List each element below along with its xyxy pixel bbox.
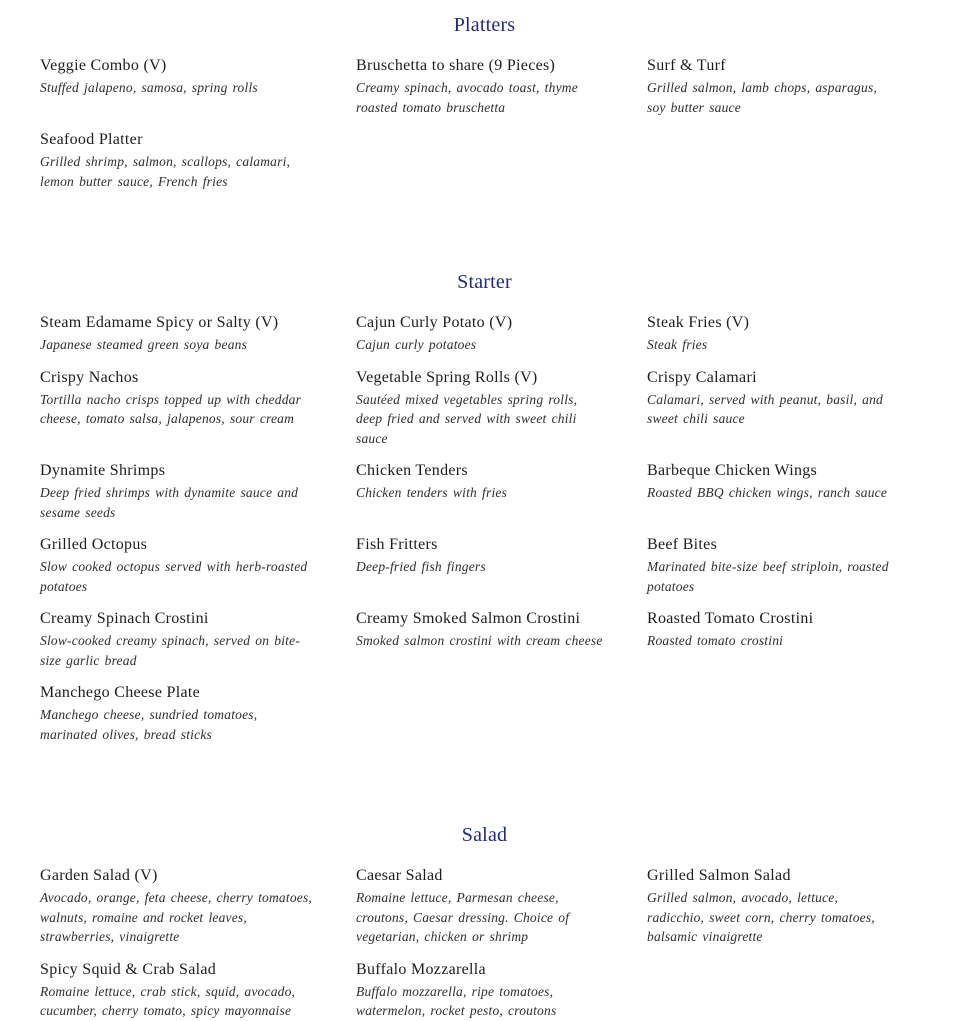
menu-item-name: Fish Fritters: [356, 536, 438, 553]
menu-item: [356, 960, 607, 1021]
menu-item-description: Roasted BBQ chicken wings, ranch sauce: [647, 485, 888, 500]
menu-item: [647, 535, 893, 596]
menu-item-description: Deep fried shrimps with dynamite sauce and sesame seeds: [40, 485, 299, 520]
menu-item-description: Roasted tomato crostini: [647, 633, 784, 648]
section-title-starter: Starter: [457, 271, 512, 293]
menu-item-name: Veggie Combo (V): [40, 57, 167, 74]
menu-item: [40, 56, 316, 98]
menu-item-description: Grilled shrimp, salmon, scallops, calamari, lemon butter sauce, French fries: [40, 154, 291, 189]
menu-item-name: Crispy Nachos: [40, 368, 139, 386]
menu-item-name: Steam Edamame Spicy or Salty (V): [40, 314, 279, 331]
section-platters: [0, 12, 969, 191]
menu-item: [40, 866, 316, 947]
menu-item: [40, 368, 316, 429]
menu-item: [647, 368, 893, 429]
menu-item: [647, 866, 893, 947]
menu-item: [40, 130, 316, 191]
menu-item-description: Buffalo mozzarella, ripe tomatoes, watermelon, rocket pesto, croutons: [356, 983, 557, 1018]
menu-item-description: Manchego cheese, sundried tomatoes, marinated olives, bread sticks: [40, 707, 258, 742]
menu-item-name: Spicy Squid & Crab Salad: [40, 960, 217, 978]
section-grid-platters: [0, 56, 969, 191]
menu-item-description: Calamari, served with peanut, basil, and sweet chili sauce: [647, 391, 883, 426]
menu-item-name: Manchego Cheese Plate: [40, 684, 201, 701]
menu-item: [647, 56, 893, 117]
menu-item-description: Smoked salmon crostini with cream cheese: [356, 633, 603, 648]
menu-item-name: Grilled Octopus: [40, 536, 148, 553]
menu-item-name: Barbeque Chicken Wings: [647, 462, 818, 479]
menu-item-name: Steak Fries (V): [647, 314, 750, 331]
menu-item: [356, 866, 607, 947]
menu-item-name: Grilled Salmon Salad: [647, 867, 791, 884]
menu-item-description: Slow-cooked creamy spinach, served on bite-size garlic bread: [40, 633, 301, 668]
menu-item: [647, 609, 893, 651]
menu-item-description: Romaine lettuce, Parmesan cheese, croutons, Caesar dressing. Choice of vegetarian, chicken or shrimp: [356, 890, 570, 944]
menu-item: [40, 960, 316, 1021]
menu-item-name: Garden Salad (V): [40, 867, 158, 884]
section-starter: [0, 269, 969, 744]
section-title-salad: Salad: [461, 824, 508, 846]
menu-item: [647, 313, 893, 355]
section-grid-salad: [0, 866, 969, 1021]
menu-item-name: Creamy Smoked Salmon Crostini: [356, 610, 581, 627]
menu-item: [40, 609, 316, 670]
menu-item: [40, 683, 316, 744]
menu-item: [356, 535, 607, 577]
menu-item-description: Marinated bite-size beef striploin, roasted potatoes: [647, 559, 889, 594]
menu-item: [40, 313, 316, 355]
menu-item-description: Tortilla nacho crisps topped up with cheddar cheese, tomato salsa, jalapenos, sour cream: [40, 391, 302, 426]
menu-item-name: Seafood Platter: [40, 131, 143, 148]
menu-item-description: Grilled salmon, avocado, lettuce, radicchio, sweet corn, cherry tomatoes, balsamic vinaigrette: [647, 890, 875, 944]
section-grid-starter: [0, 313, 969, 744]
menu-item-name: Beef Bites: [647, 536, 718, 553]
section-title-platters: Platters: [453, 14, 516, 36]
menu-item-description: Steak fries: [647, 337, 708, 352]
menu-item-description: Stuffed jalapeno, samosa, spring rolls: [40, 80, 258, 95]
menu-item: [356, 461, 607, 503]
menu-item-name: Caesar Salad: [356, 867, 443, 884]
menu-item: [356, 368, 607, 449]
menu-item-name: Roasted Tomato Crostini: [647, 610, 814, 627]
menu-item-description: Romaine lettuce, crab stick, squid, avocado, cucumber, cherry tomato, spicy mayonnaise: [40, 983, 296, 1018]
menu-item-name: Dynamite Shrimps: [40, 462, 166, 479]
menu-item-name: Vegetable Spring Rolls (V): [356, 368, 538, 386]
menu-item: [356, 313, 607, 355]
menu-item-description: Slow cooked octopus served with herb-roasted potatoes: [40, 559, 308, 594]
menu-item-name: Chicken Tenders: [356, 462, 468, 479]
menu-item-description: Grilled salmon, lamb chops, asparagus, soy butter sauce: [647, 80, 877, 115]
menu-item-description: Creamy spinach, avocado toast, thyme roasted tomato bruschetta: [356, 80, 578, 115]
menu-item: [647, 461, 893, 503]
menu-item: [40, 461, 316, 522]
section-salad: [0, 822, 969, 1021]
menu-item-description: Japanese steamed green soya beans: [40, 337, 248, 352]
menu-item-description: Chicken tenders with fries: [356, 485, 508, 500]
menu-item-name: Bruschetta to share (9 Pieces): [356, 57, 556, 74]
menu-item: [356, 56, 607, 117]
menu-item-description: Cajun curly potatoes: [356, 337, 477, 352]
menu-item-name: Crispy Calamari: [647, 368, 757, 386]
menu-item-name: Buffalo Mozzarella: [356, 960, 486, 978]
menu-item-name: Cajun Curly Potato (V): [356, 314, 513, 331]
menu-item-description: Sautéed mixed vegetables spring rolls, deep fried and served with sweet chili sauce: [356, 391, 578, 446]
menu-item: [356, 609, 607, 651]
menu-item-description: Avocado, orange, feta cheese, cherry tomatoes, walnuts, romaine and rocket leaves, strawberries, vinaigrette: [40, 890, 313, 944]
menu-item: [40, 535, 316, 596]
menu-item-description: Deep-fried fish fingers: [356, 559, 486, 574]
menu-item-name: Surf & Turf: [647, 57, 726, 74]
menu-item-name: Creamy Spinach Crostini: [40, 610, 209, 627]
